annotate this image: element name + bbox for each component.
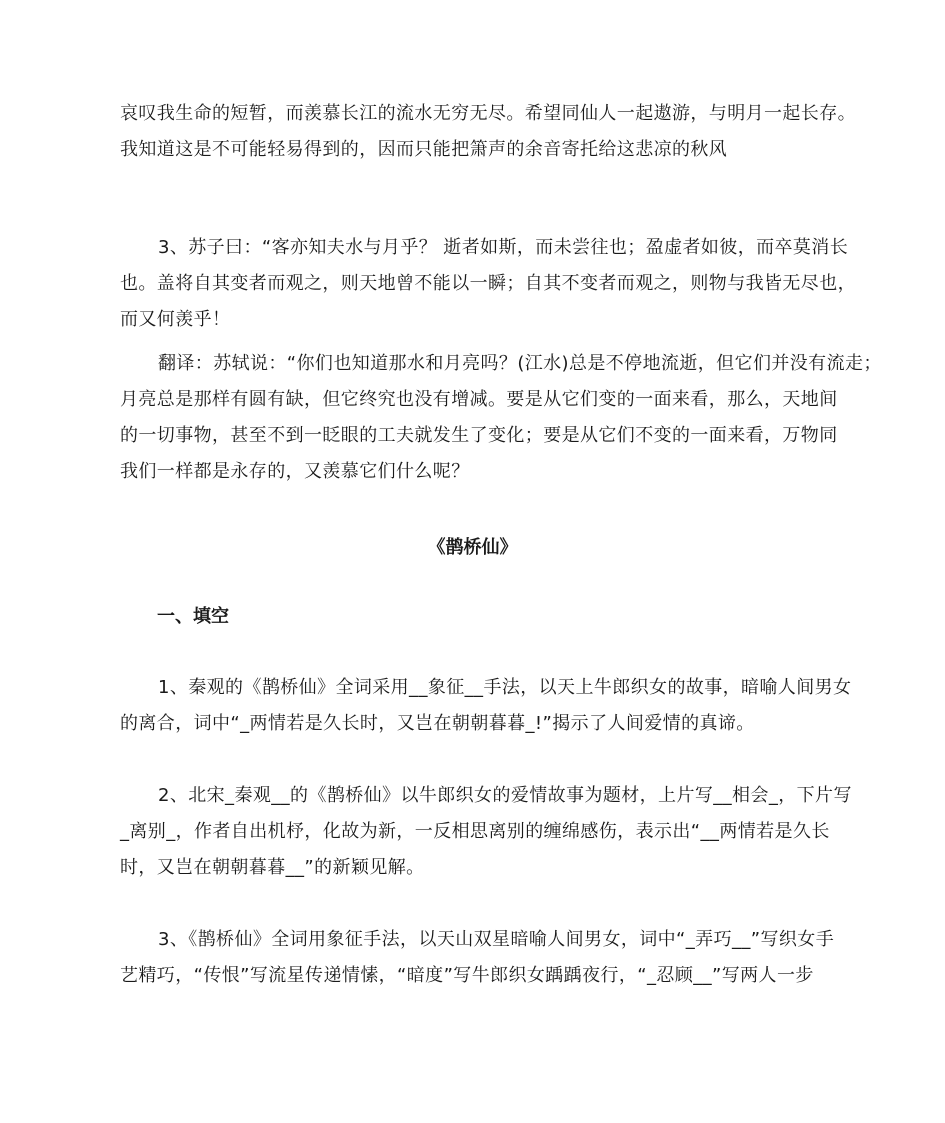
text-line: 的一切事物，甚至不到一眨眼的工夫就发生了变化；要是从它们不变的一面来看，万物同 [120,425,838,446]
text-line: 3、《鹊桥仙》全词用象征手法，以天山双星暗喻人间男女，词中“_弄巧__”写织女手 [158,929,835,950]
text-line: 1、秦观的《鹊桥仙》全词采用__象征__手法，以天上牛郎织女的故事，暗喻人间男女 [158,677,852,698]
text-line: 我知道这是不可能轻易得到的，因而只能把箫声的余音寄托给这悲凉的秋风 [120,139,728,160]
text-line: 也。盖将自其变者而观之，则天地曾不能以一瞬；自其不变者而观之，则物与我皆无尽也， [120,273,856,294]
text-line: _离别_，作者自出机杼，化故为新，一反相思离别的缠绵感伤，表示出“__两情若是久长 [120,821,830,842]
text-line: 时，又岂在朝朝暮暮__”的新颖见解。 [120,857,425,878]
translation-paragraph-1 [120,96,856,168]
text-line: 翻译：苏轼说：“你们也知道那水和月亮吗？(江水)总是不停地流逝，但它们并没有流走； [158,353,882,374]
quote-paragraph-3 [120,230,856,338]
text-line: 月亮总是那样有圆有缺，但它终究也没有增减。要是从它们变的一面来看，那么，天地间 [120,389,838,410]
text-line: 我们一样都是永存的，又羡慕它们什么呢？ [120,461,470,482]
text-line: 的离合，词中“_两情若是久长时，又岂在朝朝暮暮_!”揭示了人间爱情的真谛。 [120,713,755,734]
text-line: 2、北宋_秦观__的《鹊桥仙》以牛郎织女的爱情故事为题材，上片写__相会_，下片写 [158,785,852,806]
poem-title: 《鹊桥仙》 [427,537,518,558]
section-title: 一、填空 [157,606,229,627]
text-line: 哀叹我生命的短暂，而羡慕长江的流水无穷无尽。希望同仙人一起遨游，与明月一起长存。 [120,103,856,124]
text-line: 而又何羡乎！ [120,309,231,330]
text-line: 3、苏子曰：“客亦知夫水与月乎？ 逝者如斯，而未尝往也；盈虚者如彼，而卒莫消长 [158,237,849,258]
question-3 [120,922,835,994]
question-2 [120,778,852,886]
translation-paragraph-2 [120,346,882,490]
text-line: 艺精巧，“传恨”写流星传递情愫，“暗度”写牛郎织女踽踽夜行，“_忍顾__”写两人一步 [120,965,814,986]
question-1 [120,670,852,742]
